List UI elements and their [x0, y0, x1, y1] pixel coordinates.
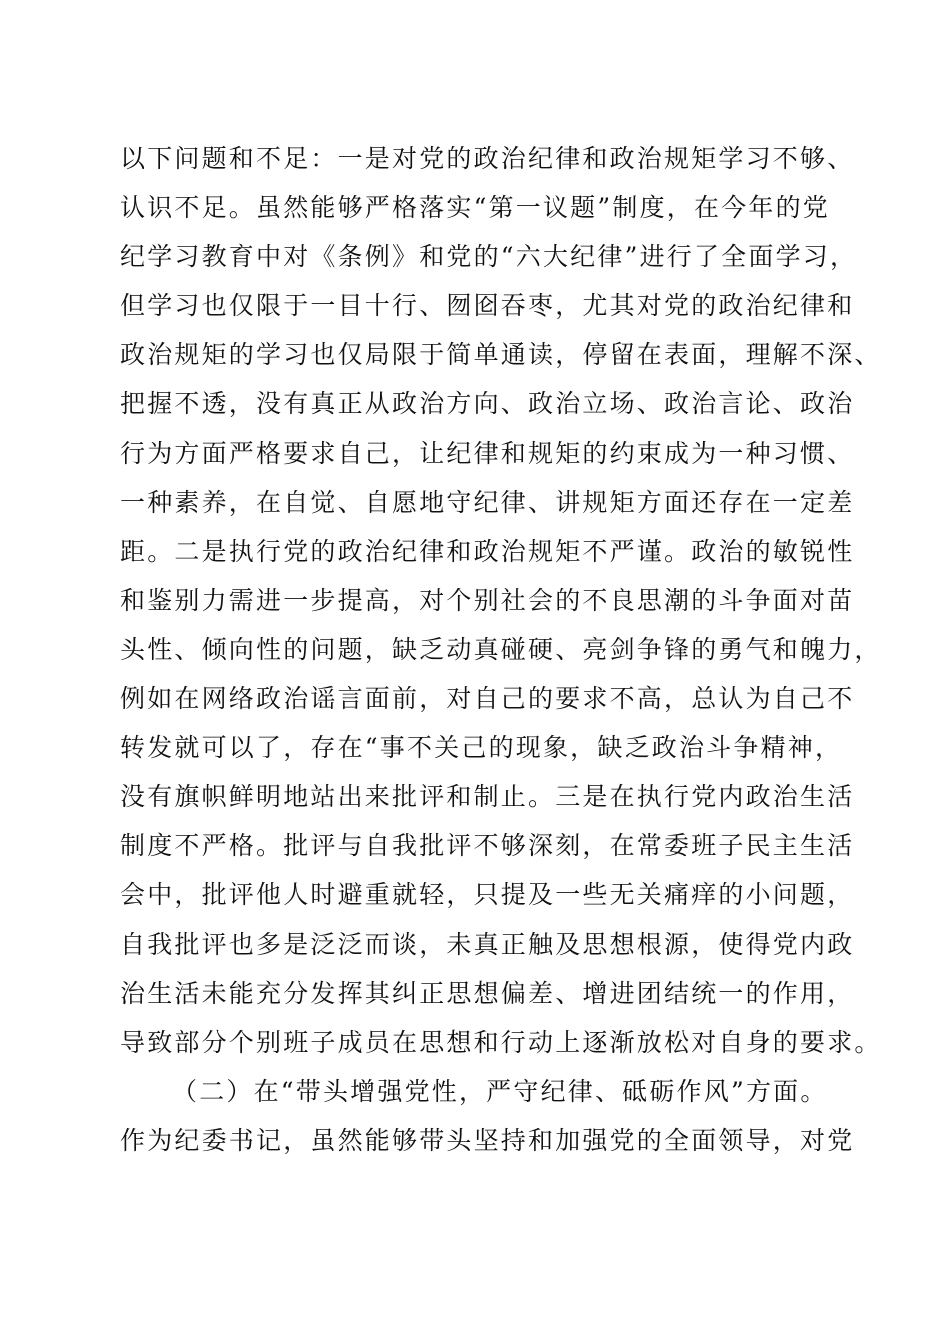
text-line: 导致部分个别班子成员在思想和行动上逐渐放松对自身的要求。 [120, 1027, 882, 1057]
text-line: 转发就可以了，存在“事不关己的现象，缺乏政治斗争精神， [120, 733, 843, 763]
text-line: 例如在网络政治谣言面前，对自己的要求不高，总认为自己不 [120, 684, 855, 714]
text-line: 自我批评也多是泛泛而谈，未真正触及思想根源，使得党内政 [120, 929, 855, 959]
body-text [120, 134, 882, 1165]
text-line: 但学习也仅限于一目十行、囫囵吞枣，尤其对党的政治纪律和 [120, 291, 855, 321]
text-line: 制度不严格。批评与自我批评不够深刻，在常委班子民主生活 [120, 831, 855, 861]
text-line: 政治规矩的学习也仅局限于简单通读，停留在表面，理解不深、 [120, 340, 882, 370]
text-line: 治生活未能充分发挥其纠正思想偏差、增进团结统一的作用， [120, 978, 855, 1008]
text-line: 纪学习教育中对《条例》和党的“六大纪律”进行了全面学习， [120, 242, 858, 272]
text-line: 头性、倾向性的问题，缺乏动真碰硬、亮剑争锋的勇气和魄力， [120, 634, 882, 664]
section-heading: （二）在“带头增强党性，严守纪律、砥砺作风”方面。 [172, 1076, 828, 1106]
text-line: 以下问题和不足：一是对党的政治纪律和政治规矩学习不够、 [120, 144, 855, 173]
text-line: 作为纪委书记，虽然能够带头坚持和加强党的全面领导，对党 [120, 1125, 855, 1155]
text-line: 距。二是执行党的政治纪律和政治规矩不严谨。政治的敏锐性 [120, 536, 855, 566]
text-line: 把握不透，没有真正从政治方向、政治立场、政治言论、政治 [120, 389, 855, 419]
text-line: 和鉴别力需进一步提高，对个别社会的不良思潮的斗争面对苗 [120, 585, 855, 615]
text-line: 认识不足。虽然能够严格落实“第一议题”制度，在今年的党 [120, 193, 830, 223]
text-line: 行为方面严格要求自己，让纪律和规矩的约束成为一种习惯、 [120, 438, 855, 468]
text-line: 会中，批评他人时避重就轻，只提及一些无关痛痒的小问题， [120, 880, 855, 910]
text-line: 没有旗帜鲜明地站出来批评和制止。三是在执行党内政治生活 [120, 782, 855, 812]
text-line: 一种素养，在自觉、自愿地守纪律、讲规矩方面还存在一定差 [120, 487, 855, 517]
